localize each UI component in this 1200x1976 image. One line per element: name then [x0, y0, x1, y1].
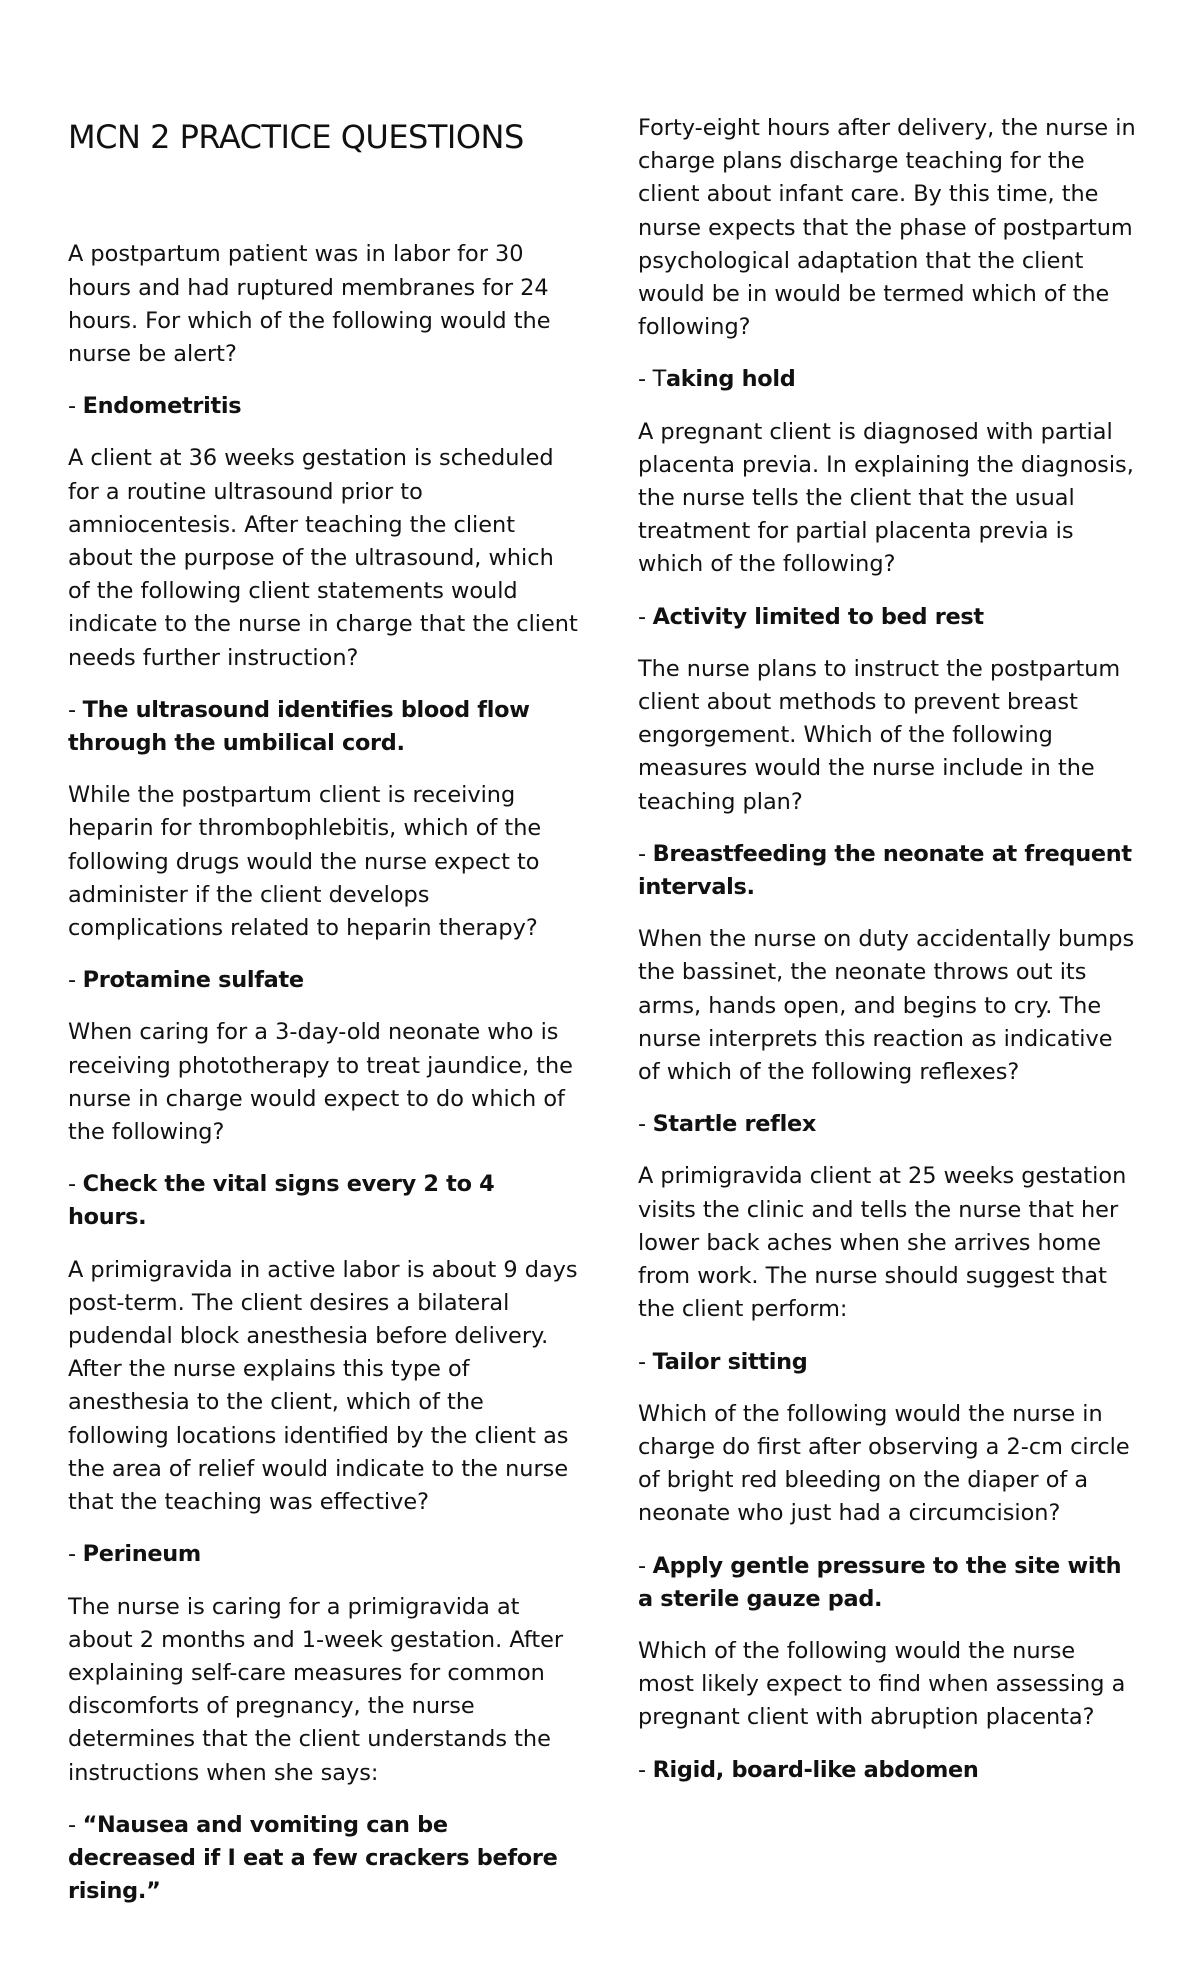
answer-label: Check the vital signs every 2 to 4 hours.	[68, 1171, 495, 1231]
answer-text	[68, 964, 580, 997]
question-text: When the nurse on duty accidentally bumps the bassinet, the neonate throws out its arms, hands open, and begins to cry. The nurse interprets this reaction as indicative of which of the following reflexes?	[638, 926, 1135, 1086]
question-text: A primigravida in active labor is about 9 days post-term. The client desires a bilateral pudendal block anesthesia before delivery. After the nurse explains this type of anesthesia to the client, which of the following locations identified by the client as the area of relief would indicate to the nurse that the teaching was effective?	[68, 1256, 578, 1516]
answer-text	[68, 1809, 580, 1909]
answer-text	[638, 601, 1138, 634]
answer-label: The ultrasound identifies blood flow through the umbilical cord.	[68, 696, 530, 757]
answer-prefix: -	[638, 1348, 653, 1375]
answer-prefix: -	[68, 393, 83, 420]
question-text: Which of the following would the nurse in charge do first after observing a 2-cm circle of bright red bleeding on the diaper of a neonate who just had a circumcision?	[638, 1400, 1130, 1527]
answer-label: Breastfeeding the neonate at frequent intervals.	[638, 840, 1132, 901]
answer-prefix: -	[68, 1171, 83, 1198]
answer-text	[68, 1168, 580, 1234]
answer-label: aking hold	[665, 366, 796, 393]
answer-text	[68, 390, 580, 423]
question-text: The nurse is caring for a primigravida at about 2 months and 1-week gestation. After explaining self-care measures for common discomforts of pregnancy, the nurse determines that the client understands the instructions when she says:	[68, 1593, 564, 1786]
answer-label: “Nausea and vomiting can be decreased if I eat a few crackers before rising.”	[68, 1811, 558, 1905]
answer-label: Rigid, board-like abdomen	[652, 1756, 979, 1783]
answer-text	[68, 694, 580, 760]
question-text: A primigravida client at 25 weeks gestation visits the clinic and tells the nurse that her lower back aches when she arrives home from work. The nurse should suggest that the client perform:	[638, 1163, 1127, 1323]
question-text: While the postpartum client is receiving heparin for thrombophlebitis, which of the following drugs would the nurse expect to administer if the client develops complications related to heparin therapy?	[68, 782, 542, 942]
answer-text	[638, 363, 1138, 396]
answer-label: Protamine sulfate	[82, 967, 304, 994]
answer-prefix: -	[638, 840, 653, 867]
answer-text	[638, 1108, 1138, 1141]
answer-text	[638, 838, 1138, 904]
answer-prefix: -	[68, 967, 83, 994]
question-text: A client at 36 weeks gestation is scheduled for a routine ultrasound prior to amniocentesis. After teaching the client about the purpose of the ultrasound, which of the following client statements would indicate to the nurse in charge that the client needs further instruction?	[68, 445, 578, 671]
question-text: Forty-eight hours after delivery, the nurse in charge plans discharge teaching for the client about infant care. By this time, the nurse expects that the phase of postpartum psychological adaptation that the client would be in would be termed which of the following?	[638, 115, 1136, 341]
left-column	[68, 112, 580, 1927]
page-title: MCN 2 PRACTICE QUESTIONS	[68, 118, 524, 156]
answer-prefix: -	[68, 1541, 83, 1568]
answer-text	[638, 1346, 1138, 1379]
answer-label: Endometritis	[82, 393, 242, 420]
answer-text	[638, 1754, 1138, 1787]
answer-prefix: -	[638, 1756, 653, 1783]
answer-prefix: -	[68, 1811, 83, 1838]
right-column	[638, 112, 1138, 1806]
answer-label: Perineum	[82, 1541, 201, 1568]
question-text: The nurse plans to instruct the postpartum client about methods to prevent breast engorgement. Which of the following measures would the nurse include in the teaching plan?	[638, 655, 1121, 815]
answer-prefix: -	[68, 696, 83, 723]
question-text: When caring for a 3-day-old neonate who is receiving phototherapy to treat jaundice, the nurse in charge would expect to do which of the following?	[68, 1019, 573, 1146]
question-text: A postpartum patient was in labor for 30 hours and had ruptured membranes for 24 hours. For which of the following would the nurse be alert?	[68, 241, 551, 367]
answer-label: Startle reflex	[652, 1111, 817, 1138]
answer-prefix: - T	[638, 366, 666, 393]
answer-label: Tailor sitting	[652, 1348, 808, 1375]
answer-label: Apply gentle pressure to the site with a sterile gauze pad.	[638, 1552, 1122, 1612]
answer-text	[638, 1550, 1138, 1616]
question-text: A pregnant client is diagnosed with partial placenta previa. In explaining the diagnosis, the nurse tells the client that the usual treatment for partial placenta previa is which of the following?	[638, 418, 1134, 578]
answer-label: Activity limited to bed rest	[652, 603, 984, 630]
answer-prefix: -	[638, 1552, 653, 1579]
answer-text	[68, 1538, 580, 1571]
answer-prefix: -	[638, 1111, 653, 1138]
answer-prefix: -	[638, 603, 653, 630]
question-text: Which of the following would the nurse most likely expect to find when assessing a pregnant client with abruption placenta?	[638, 1637, 1126, 1731]
